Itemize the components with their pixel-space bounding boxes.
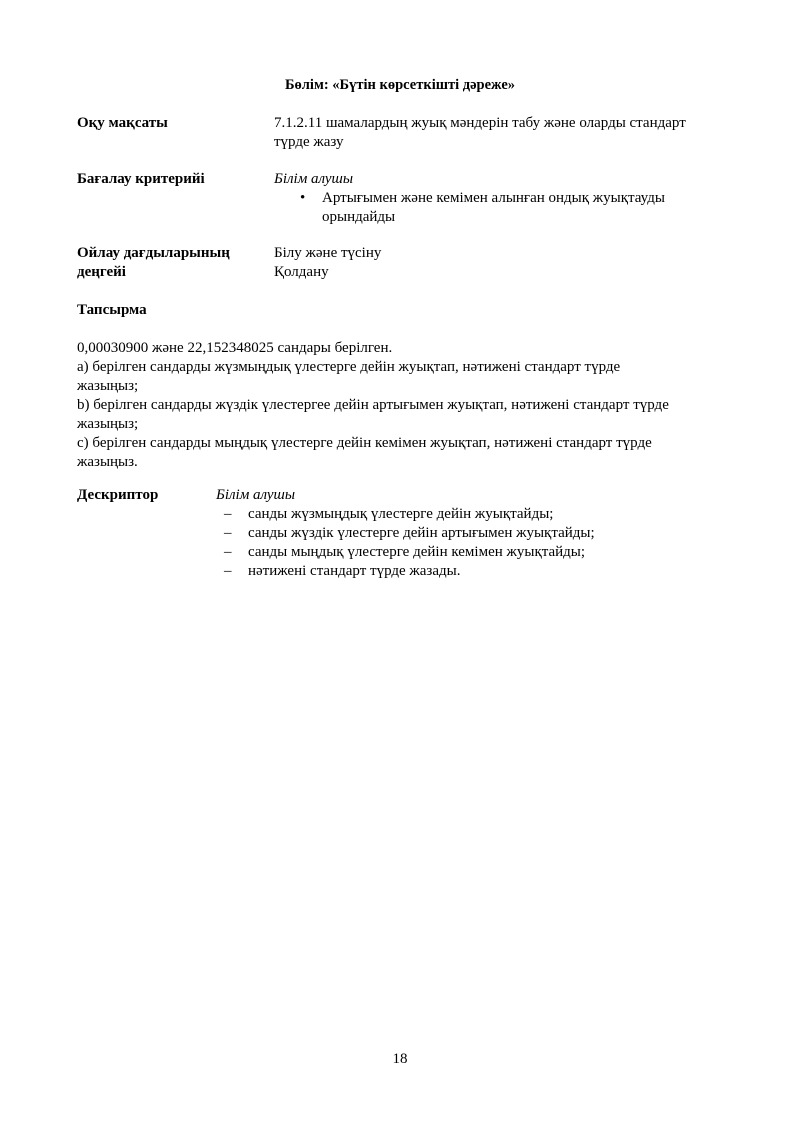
page-number: 18 <box>392 1051 408 1067</box>
dash-icon: – <box>224 544 232 560</box>
thinking-level-label <box>77 244 262 282</box>
list-item <box>216 543 716 562</box>
task-line: жазыңыз. <box>77 454 138 470</box>
assessment-criteria-list <box>300 189 720 227</box>
task-line: жазыңыз; <box>77 378 139 394</box>
learning-goal-label: Оқу мақсаты <box>77 115 168 131</box>
thinking-level-value <box>274 244 734 282</box>
criteria-item-line-1: Артығымен және кемімен алынған ондық жуықтауды <box>322 190 665 206</box>
task-line: 0,00030900 және 22,152348025 сандары берілген. <box>77 340 393 356</box>
descriptor-item: санды жүздік үлестерге дейін артығымен жуықтайды; <box>248 525 595 541</box>
descriptor-item: санды мыңдық үлестерге дейін кемімен жуықтайды; <box>248 544 586 560</box>
task-text <box>77 339 727 472</box>
section-title: Бөлім: «Бүтін көрсеткішті дәреже» <box>284 77 516 93</box>
assessment-criteria-label: Бағалау критерийі <box>77 171 205 187</box>
task-line: а) берілген сандарды жүзмыңдық үлестерге дейін жуықтап, нәтижені стандарт түрде <box>77 359 621 375</box>
learning-goal-line-2: түрде жазу <box>274 134 344 150</box>
assessment-criteria-intro: Білім алушы <box>274 171 354 187</box>
learning-goal-line-1: 7.1.2.11 шамалардың жуық мәндерін табу және оларды стандарт <box>274 115 686 131</box>
list-item <box>216 524 716 543</box>
task-line: b) берілген сандарды жүздік үлестергее дейін артығымен жуықтап, нәтижені стандарт түрде <box>77 397 669 413</box>
learning-goal-value <box>274 114 734 152</box>
criteria-item-line-2: орындайды <box>322 209 396 225</box>
descriptor-item: санды жүзмыңдық үлестерге дейін жуықтайды; <box>248 506 554 522</box>
list-item <box>216 505 716 524</box>
dash-icon: – <box>224 506 232 522</box>
thinking-level-value-line-1: Білу және түсіну <box>274 245 382 261</box>
descriptor-list <box>216 505 716 581</box>
list-item <box>216 562 716 581</box>
thinking-level-label-line-2: деңгейі <box>77 264 126 280</box>
dash-icon: – <box>224 525 232 541</box>
descriptor-item: нәтижені стандарт түрде жазады. <box>248 563 461 579</box>
descriptor-intro: Білім алушы <box>216 487 296 503</box>
thinking-level-label-line-1: Ойлау дағдыларының <box>77 245 230 261</box>
dash-icon: – <box>224 563 232 579</box>
thinking-level-value-line-2: Қолдану <box>274 264 329 280</box>
list-item <box>300 189 720 227</box>
descriptor-label: Дескриптор <box>77 487 159 503</box>
task-line: жазыңыз; <box>77 416 139 432</box>
task-line: c) берілген сандарды мыңдық үлестерге дейін кемімен жуықтап, нәтижені стандарт түрде <box>77 435 652 451</box>
task-label: Тапсырма <box>77 302 147 318</box>
bullet-icon: • <box>300 190 306 206</box>
